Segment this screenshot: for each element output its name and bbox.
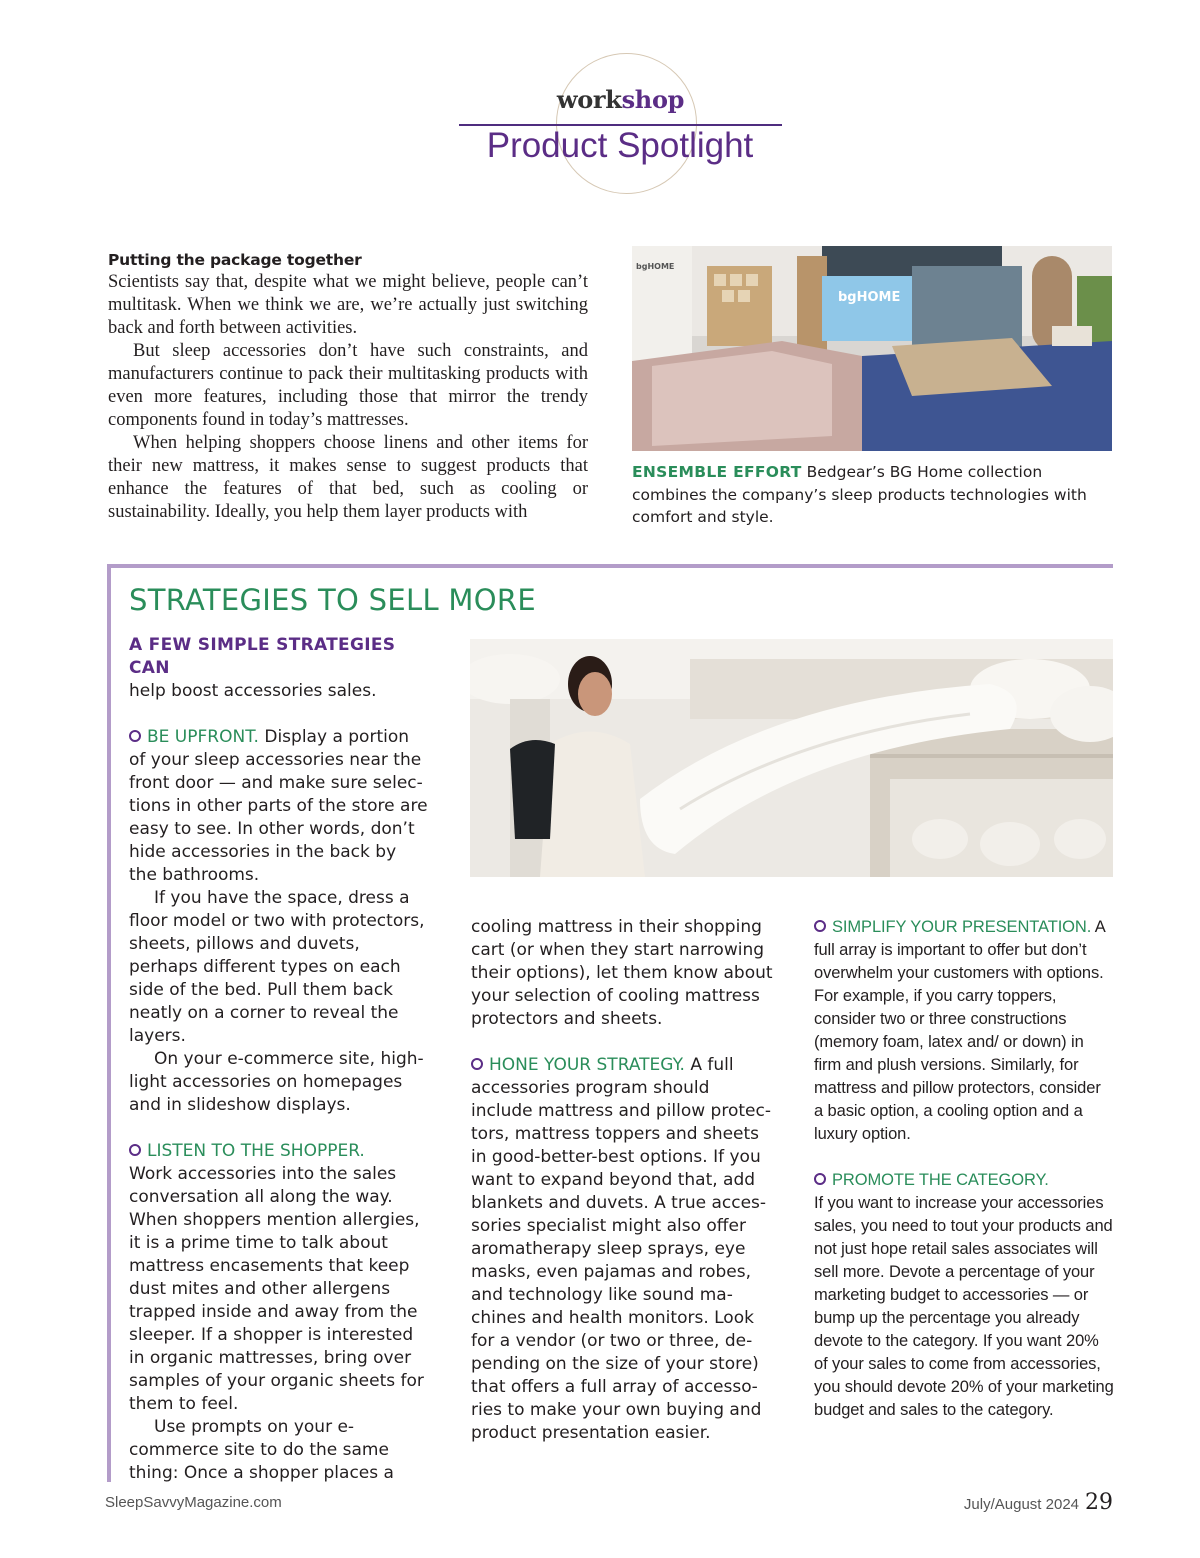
shopper-with-duvet-photo [470, 639, 1113, 877]
strategy-hone-text: A full accessories program should include mattress and pillow protectors, mattress toppers and sheets in good-better-best options. If you want to expand beyond that, add blankets and duvets. A true accessories specialist might also offer aromatherapy sleep sprays, eye masks, even pajamas and robes, and technology like sound machines and health monitors. Look for a vendor (or two or three, depending on the size of your store) that offers a full array of accessories to make your own buying and product presentation easier. [471, 1055, 771, 1443]
page-number: 29 [1085, 1490, 1113, 1515]
footer-issue [964, 1490, 1113, 1515]
sidebar-intro [129, 634, 429, 703]
strategy-upfront-heading: BE UPFRONT. [147, 727, 259, 747]
sidebar-title: STRATEGIES TO SELL MORE [129, 583, 536, 617]
bullet-circle-icon [129, 730, 141, 742]
strategy-promote [814, 1169, 1114, 1192]
shopper-illustration [470, 639, 1113, 877]
strategy-upfront-paragraph-3: On your e-commerce site, highlight accessories on homepages and in slideshow displays. [129, 1049, 424, 1115]
strategy-upfront-paragraph-2: If you have the space, dress a floor model or two with protectors, sheets, pillows and duvets, perhaps different types on each side of the bed. Pull them back neatly on a corner to reveal the layers. [129, 888, 425, 1046]
section-label [459, 85, 782, 114]
sidebar-top-rule [107, 564, 1113, 568]
strategy-listen-continued: cooling mattress in their shopping cart (or when they start narrowing their options), let them know about your selection of cooling mattress protectors and sheets. [471, 917, 773, 1029]
sidebar-column-1 [129, 634, 429, 1485]
caption-lead: ENSEMBLE EFFORT [632, 463, 802, 481]
footer-site: SleepSavvyMagazine.com [105, 1494, 282, 1511]
strategy-listen-paragraph-2: Use prompts on your e-commerce site to do the same thing: Once a shopper places a [129, 1417, 394, 1483]
footer-issue-date: July/August 2024 [963, 1496, 1079, 1513]
strategy-simplify-text: A full array is important to offer but don’t overwhelm your customers with options. For example, if you carry toppers, consider two or three constructions (memory foam, latex and/ or down) in firm and plush versions. Similarly, for mattress and pillow protectors, consider a basic option, a cooling option and a luxury option. [814, 918, 1105, 1143]
bullet-circle-icon [814, 920, 826, 932]
strategy-promote-text: If you want to increase your accessories sales, you need to tout your products and not just hope retail sales associates will sell more. Devote a percentage of your marketing budget to accessories — or bump up the percentage you already devote to the category. If you want 20% of your sales to come from accessories, you should devote 20% of your marketing budget and sales to the category. [814, 1194, 1114, 1419]
strategy-upfront [129, 726, 429, 887]
showroom-sign-text: bgHOME [838, 290, 901, 305]
sidebar-kicker-rest: help boost accessories sales. [129, 681, 377, 701]
bullet-circle-icon [471, 1058, 483, 1070]
strategy-hone [471, 1054, 775, 1445]
intro-article [108, 250, 588, 524]
section-label-suffix: shop [621, 85, 685, 114]
showroom-wall-logo: bgHOME [636, 262, 675, 271]
intro-paragraph-1: Scientists say that, despite what we might believe, people can’t multitask. When we think we are, we’re actually just switching back and forth between activities. [108, 272, 588, 338]
sidebar-left-rule [107, 564, 111, 1482]
intro-heading: Putting the package together [108, 251, 362, 269]
bedroom-showroom-photo [632, 246, 1112, 451]
intro-paragraph-3: When helping shoppers choose linens and other items for their new mattress, it makes sense to suggest products that enhance the features of that bed, such as cooling or sustainability. Ideally, you help them layer products with [108, 433, 588, 522]
strategy-simplify [814, 916, 1114, 1146]
section-label-prefix: work [556, 85, 622, 114]
strategy-listen [129, 1140, 429, 1163]
sidebar-kicker: A FEW SIMPLE STRATEGIES CAN [129, 635, 396, 678]
bullet-circle-icon [129, 1144, 141, 1156]
strategy-upfront-text: Display a portion of your sleep accessories near the front door — and make sure selections in other parts of the store are easy to see. In other words, don’t hide accessories in the back by the bathrooms. [129, 727, 428, 885]
sidebar-column-3 [814, 916, 1114, 1422]
caption-text: Bedgear’s BG Home collection combines the company’s sleep products technologies with comfort and style. [632, 463, 1087, 526]
photo1-caption [632, 461, 1112, 529]
bullet-circle-icon [814, 1173, 826, 1185]
strategy-listen-heading: LISTEN TO THE SHOPPER. [147, 1141, 365, 1161]
strategy-simplify-heading: SIMPLIFY YOUR PRESENTATION. [832, 918, 1092, 936]
sidebar-column-2 [471, 916, 775, 1445]
strategy-listen-paragraph-1: Work accessories into the sales conversation all along the way. When shoppers mention allergies, it is a prime time to talk about mattress encasements that keep dust mites and other allergens trapped inside and away from the sleeper. If a shopper is interested in organic mattresses, bring over samples of your organic sheets for them to feel. [129, 1164, 424, 1414]
page-title: Product Spotlight [486, 126, 754, 165]
bedroom-showroom-illustration [632, 246, 1112, 451]
strategy-promote-heading: PROMOTE THE CATEGORY. [832, 1171, 1049, 1189]
intro-paragraph-2: But sleep accessories don’t have such constraints, and manufacturers continue to pack their multitasking products with even more features, including those that mirror the trendy components found in today’s mattresses. [108, 341, 588, 430]
strategy-hone-heading: HONE YOUR STRATEGY. [489, 1055, 685, 1075]
